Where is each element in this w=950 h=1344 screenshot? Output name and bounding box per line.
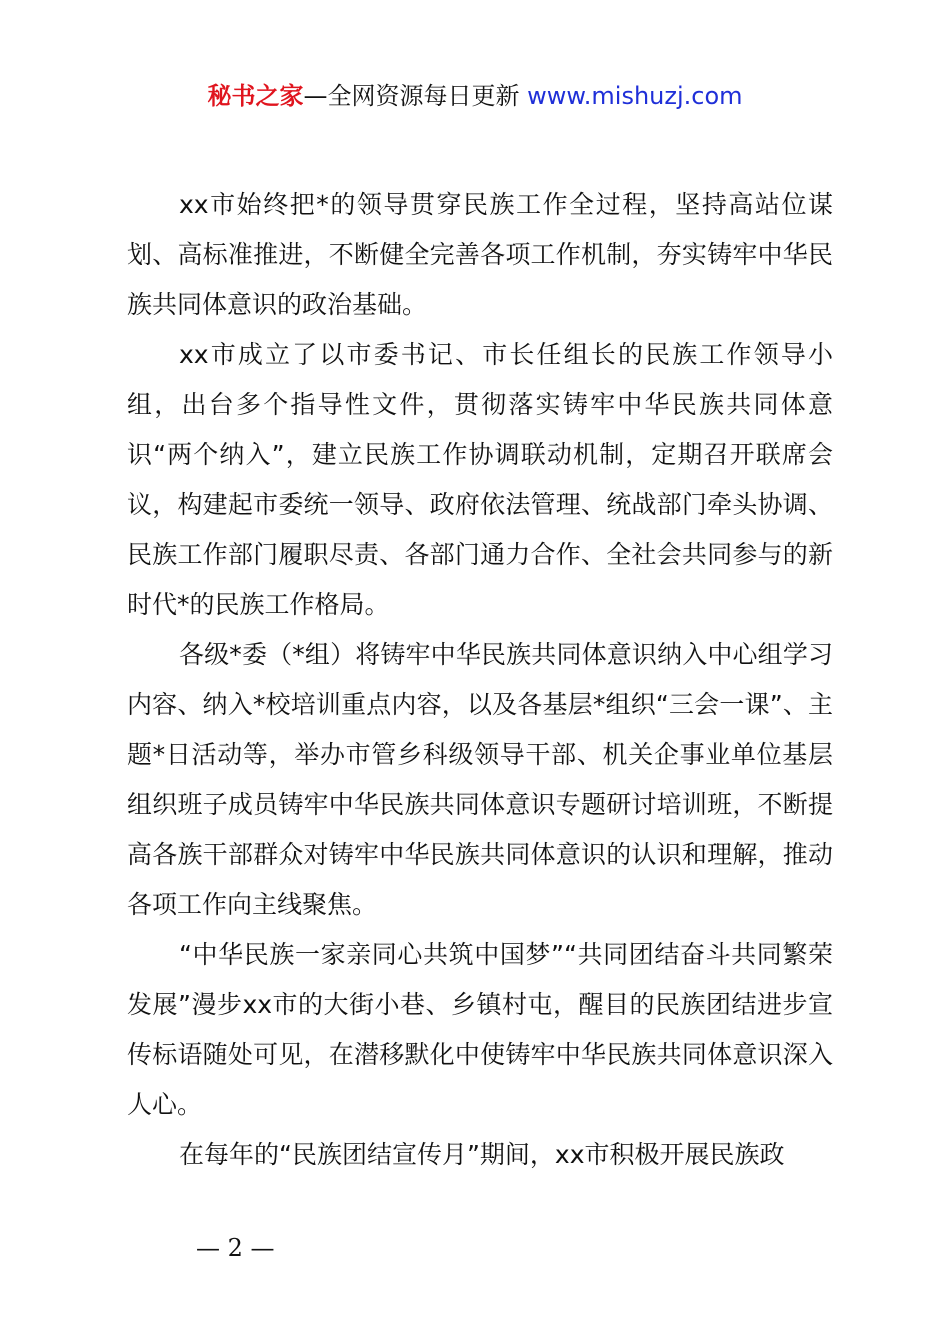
header-tagline: —全网资源每日更新 <box>303 82 520 110</box>
paragraph-5: 在每年的“民族团结宣传月”期间，xx市积极开展民族政 <box>179 1140 785 1169</box>
brand-name: 秘书之家 <box>207 82 304 110</box>
paragraph-1: xx市始终把*的领导贯穿民族工作全过程，坚持高站位谋划、高标准推进，不断健全完善各项工作机制，夯实铸牢中华民族共同体意识的政治基础。 <box>127 190 833 319</box>
site-url[interactable]: www.mishuzj.com <box>527 82 743 110</box>
paragraph-3: 各级*委（*组）将铸牢中华民族共同体意识纳入中心组学习内容、纳入*校培训重点内容，以及各基层*组织“三会一课”、主题*日活动等，举办市管乡科级领导干部、机关企事业单位基层组织班子成员铸牢中华民族共同体意识专题研讨培训班，不断提高各族干部群众对铸牢中华民族共同体意识的认识和理解，推动各项工作向主线聚焦。 <box>127 640 833 919</box>
paragraph-2: xx市成立了以市委书记、市长任组长的民族工作领导小组，出台多个指导性文件，贯彻落实铸牢中华民族共同体意识“两个纳入”，建立民族工作协调联动机制，定期召开联席会议，构建起市委统一领导、政府依法管理、统战部门牵头协调、民族工作部门履职尽责、各部门通力合作、全社会共同参与的新时代*的民族工作格局。 <box>127 340 833 619</box>
document-body <box>127 180 833 1180</box>
paragraph-4: “中华民族一家亲同心共筑中国梦”“共同团结奋斗共同繁荣发展”漫步xx市的大街小巷、乡镇村屯，醒目的民族团结进步宣传标语随处可见，在潜移默化中使铸牢中华民族共同体意识深入人心。 <box>127 940 833 1119</box>
page-number: — 2 — <box>196 1234 275 1262</box>
site-header <box>0 78 950 114</box>
